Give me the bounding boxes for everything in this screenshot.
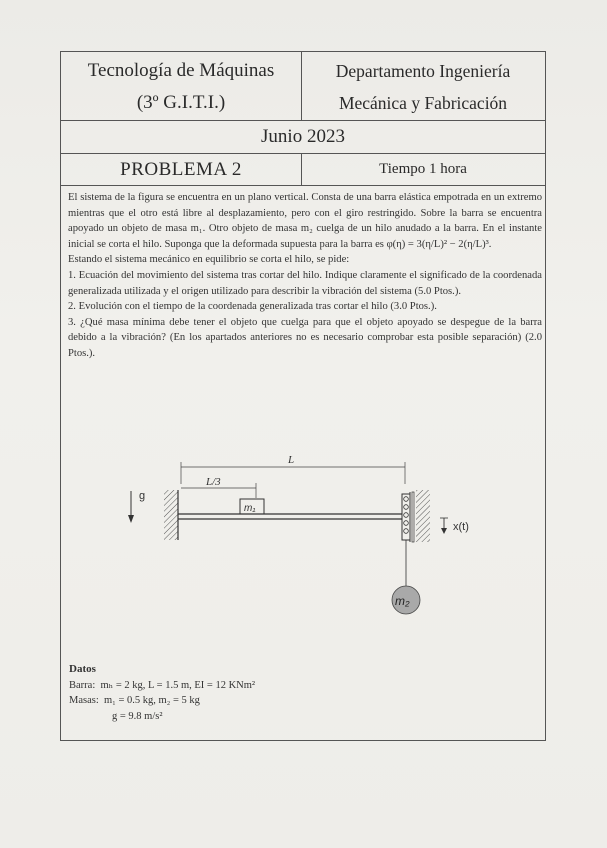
dimension-L3 [181, 476, 256, 498]
department-line1: Departamento Ingeniería [335, 61, 511, 81]
system-figure [60, 400, 546, 630]
data-masses-line [69, 693, 469, 709]
question-2: 2. Evolución con el tiempo de la coordenada generalizada tras cortar el hilo (3.0 Ptos.). [68, 301, 437, 313]
data-title: Datos [69, 663, 96, 675]
length-label: L [288, 454, 295, 466]
mass-m1 [240, 499, 264, 514]
displacement-label: x(t) [453, 521, 469, 533]
course-subtitle: (3º G.I.T.I.) [136, 92, 226, 113]
question-3: 3. ¿Qué masa mínima debe tener el objeto que cuelga para que el objeto apoyado se despegue de la barra debido a la vibración? (En los apartados anteriores no es necesario comprobar esta posible separación) (2.0 Ptos.). [68, 316, 542, 359]
data-masses-label: Masas: [69, 695, 99, 706]
department-line2: Mecánica y Fabricación [338, 93, 508, 113]
mass-m2 [392, 586, 420, 614]
gravity-label: g [139, 490, 146, 502]
department-cell [301, 52, 545, 120]
elastic-beam [178, 514, 402, 519]
course-cell [61, 52, 301, 120]
question-1: 1. Ecuación del movimiento del sistema tras cortar del hilo. Indique claramente el significado de la coordenada generalizada utilizada y el origen utilizado para describir la vibración del sistema (5.0 Ptos.). [68, 269, 542, 297]
sliding-guide [402, 490, 430, 542]
course-title: Tecnología de Máquinas [87, 60, 275, 81]
data-masses-values: m₁ = 0.5 kg, m₂ = 5 kg [104, 695, 200, 706]
third-label: L/3 [206, 476, 221, 488]
problem-statement [68, 190, 542, 362]
problem-title: PROBLEMA 2 [120, 159, 242, 180]
header-row-date [61, 121, 545, 154]
data-gravity: g = 9.8 m/s² [112, 710, 163, 722]
mass2-label: m₂ [395, 594, 410, 608]
mass1-label: m₁ [244, 503, 256, 514]
data-bar-values: mₕ = 2 kg, L = 1.5 m, EI = 12 KNm² [100, 679, 256, 691]
problem-cell [61, 154, 301, 185]
exam-date: Junio 2023 [261, 126, 345, 147]
data-bar-line [69, 678, 469, 694]
header-row-titles [61, 52, 545, 121]
data-section [69, 662, 469, 724]
gravity-arrow [128, 490, 145, 523]
exam-sheet [60, 51, 546, 741]
statement-intro: El sistema de la figura se encuentra en un plano vertical. Consta de una barra elástica empotrada en un extremo mientras que el otro está libre al desplazamiento, pero con el giro restringido. Sobre la barra se encuentra apoyado un objeto de masa m₁. Otro objeto de masa m₂ cuelga de un hilo anudado a la barra. En el instante inicial se corta el hilo. Suponga que la deformada supuesta para la barra es φ(η) = 3(η/L)² − 2(η/L)³. [68, 192, 542, 250]
header-row-problem [61, 154, 545, 186]
data-bar-label: Barra: [69, 679, 96, 691]
displacement-indicator [440, 518, 469, 534]
time-cell [301, 154, 545, 185]
fixed-support [164, 490, 178, 540]
statement-equilibrium: Estando el sistema mecánico en equilibrio se corta el hilo, se pide: [68, 254, 350, 266]
time-limit: Tiempo 1 hora [379, 161, 467, 177]
